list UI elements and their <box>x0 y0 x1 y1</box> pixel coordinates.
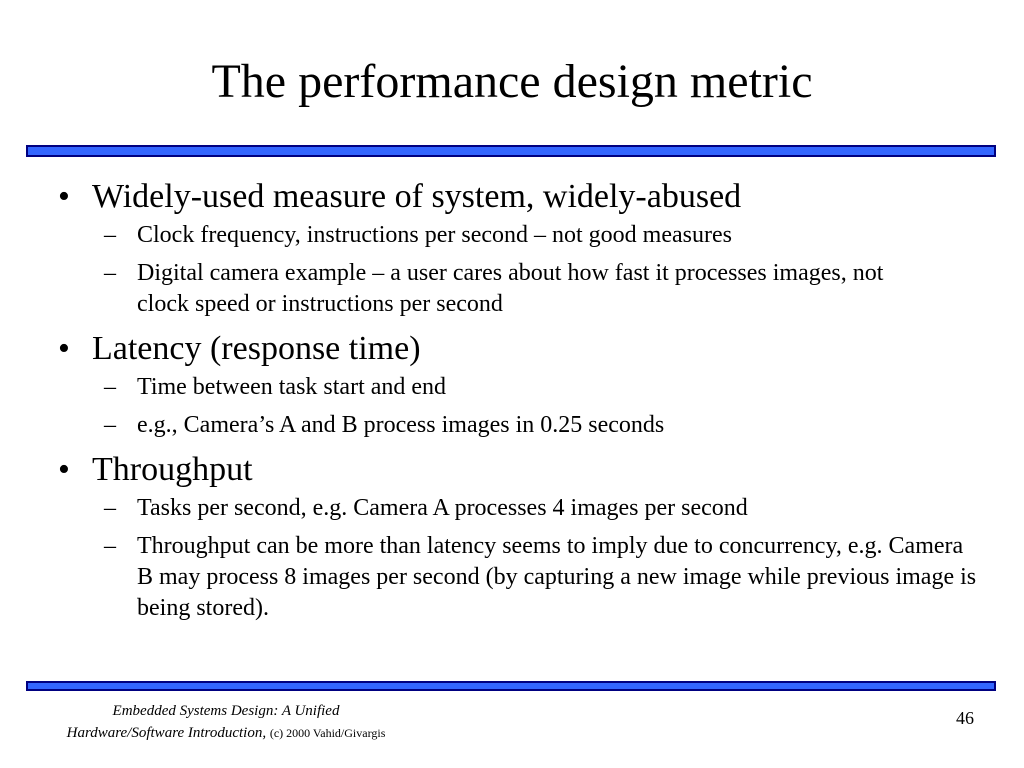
footer-book-subtitle: Hardware/Software Introduction, <box>66 725 267 741</box>
slide-title: The performance design metric <box>211 55 813 108</box>
sub-bullet-text: Throughput can be more than latency seems to imply due to concurrency, e.g. Camera B may process 8 images per second (by capturing a new image while previous image is being stored). <box>137 533 977 621</box>
page-number: 46 <box>956 708 974 728</box>
bullet-text: Throughput <box>92 451 253 488</box>
bullet-dot: • <box>58 451 70 488</box>
sub-bullet-item <box>0 258 1024 320</box>
bullet-item <box>0 176 1024 218</box>
footer-line-2 <box>26 722 426 744</box>
footer-book-title: Embedded Systems Design: A Unified <box>112 703 340 719</box>
bullet-dot: • <box>58 178 70 215</box>
bullet-dot: • <box>58 330 70 367</box>
sub-bullet-dash: – <box>104 260 116 286</box>
sub-bullet-text: e.g., Camera’s A and B process images in 0.25 seconds <box>137 412 665 438</box>
slide-content <box>0 176 1024 624</box>
sub-bullet-item <box>0 220 1024 251</box>
sub-bullet-item <box>0 531 1024 624</box>
bullet-item <box>0 449 1024 491</box>
footer-citation <box>26 700 426 744</box>
sub-bullet-text: Digital camera example – a user cares about how fast it processes images, not clock speed or instructions per second <box>137 260 884 317</box>
sub-bullet-dash: – <box>104 374 116 400</box>
sub-bullet-dash: – <box>104 495 116 521</box>
sub-bullet-item <box>0 493 1024 524</box>
top-divider <box>26 145 996 157</box>
bullet-item <box>0 328 1024 370</box>
bullet-text: Widely-used measure of system, widely-abused <box>92 178 742 215</box>
bullet-text: Latency (response time) <box>92 330 421 367</box>
sub-bullet-text: Tasks per second, e.g. Camera A processes 4 images per second <box>137 495 748 521</box>
bottom-divider <box>26 681 996 691</box>
sub-bullet-dash: – <box>104 412 116 438</box>
sub-bullet-dash: – <box>104 533 116 559</box>
sub-bullet-item <box>0 372 1024 403</box>
sub-bullet-text: Clock frequency, instructions per second – not good measures <box>137 222 732 248</box>
footer-copyright: (c) 2000 Vahid/Givargis <box>269 726 386 740</box>
sub-bullet-item <box>0 410 1024 441</box>
sub-bullet-text: Time between task start and end <box>137 374 447 400</box>
sub-bullet-dash: – <box>104 222 116 248</box>
